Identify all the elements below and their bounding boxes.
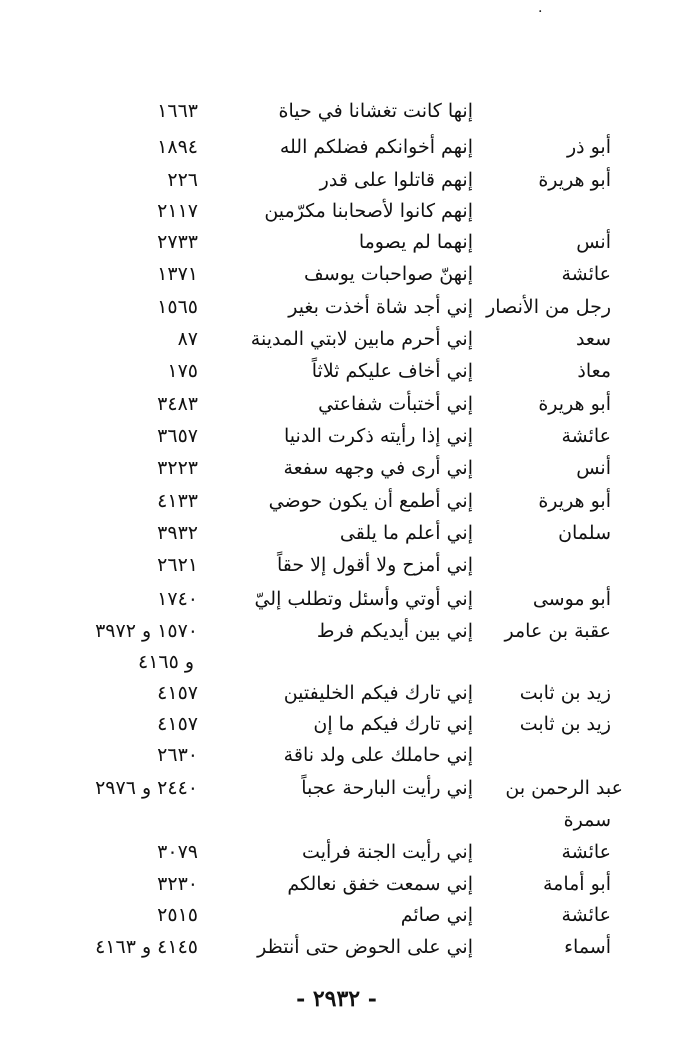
hadith-opening: إنهما لم يصوما [358,231,473,253]
table-row [0,615,673,647]
table-row [0,549,673,581]
table-row [0,931,673,963]
narrator-name: أبو هريرة [538,169,611,191]
hadith-opening: إني سمعت خفق نعالكم [287,873,473,895]
narrator-name: عائشة [561,263,611,285]
hadith-number: ٢١١٧ [157,200,198,222]
hadith-number: ١٧٤٠ [157,588,198,610]
hadith-opening: إنهم قاتلوا على قدر [319,169,473,191]
hadith-number: ٤١٤٥ و ٤١٦٣ [95,936,198,958]
table-row [0,420,673,452]
table-row [0,195,673,227]
narrator-name: عائشة [561,904,611,926]
table-row [0,95,673,127]
table-row [0,452,673,484]
hadith-number: ٢٦٣٠ [157,744,198,766]
table-row [0,836,673,868]
hadith-number: ١٦٦٣ [157,100,198,122]
narrator-name: معاذ [577,360,611,382]
hadith-opening: إني تارك فيكم ما إن [313,713,473,735]
table-row [0,164,673,196]
narrator-name: أنس [576,231,611,253]
hadith-opening: إني بين أيديكم فرط [316,620,473,642]
narrator-name: سلمان [558,522,611,544]
table-row [0,485,673,517]
narrator-name: سعد [575,328,611,350]
table-row [0,517,673,549]
narrator-name: أنس [576,457,611,479]
hadith-number: ٤١٥٧ [157,682,198,704]
hadith-number: ٢٥١٥ [157,904,198,926]
hadith-opening: إني رأيت البارحة عجباً [301,777,473,799]
hadith-number: ٢٦٢١ [157,554,198,576]
hadith-number: ٣٢٣٠ [157,873,198,895]
hadith-opening: إنهنّ صواحبات يوسف [304,263,473,285]
hadith-opening: إني أطمع أن يكون حوضي [268,490,473,512]
narrator-name: عائشة [561,841,611,863]
narrator-name: زيد بن ثابت [519,682,611,704]
table-row [0,258,673,290]
top-mark: . [538,0,543,16]
hadith-number: ٣٦٥٧ [157,425,198,447]
hadith-number: ٢٤٤٠ و ٢٩٧٦ [95,777,198,799]
hadith-number: ١٣٧١ [157,263,198,285]
table-row [0,583,673,615]
hadith-number: ٤١٥٧ [157,713,198,735]
hadith-number: ١٧٥ [167,360,198,382]
hadith-number: ٣٠٧٩ [157,841,198,863]
hadith-number: ٢٧٣٣ [157,231,198,253]
hadith-opening: إني أجد شاة أخذت بغير [288,296,473,318]
hadith-number: ٢٢٦ [167,169,198,191]
hadith-opening: إني تارك فيكم الخليفتين [283,682,473,704]
table-row [0,226,673,258]
hadith-opening: إني أرى في وجهه سفعة [283,457,473,479]
hadith-opening: إني صائم [400,904,473,926]
table-row [0,355,673,387]
page-number: - ٢٩٣٢ - [296,986,377,1012]
narrator-name-continuation: سمرة [563,809,611,831]
table-row [0,388,673,420]
table-row [0,677,673,709]
narrator-name: أبو هريرة [538,490,611,512]
narrator-name: أبو موسى [532,588,611,610]
narrator-name: عقبة بن عامر [504,620,611,642]
narrator-name: أسماء [564,936,611,958]
narrator-name: زيد بن ثابت [519,713,611,735]
hadith-number: ١٥٧٠ و ٣٩٧٢ [95,620,198,642]
hadith-opening: إني حاملك على ولد ناقة [283,744,473,766]
narrator-name: أبو ذر [566,136,611,158]
hadith-number: ٤١٣٣ [157,490,198,512]
hadith-opening: إني أحرم مابين لابتي المدينة [250,328,473,350]
hadith-number-continuation: و ٤١٦٥ [138,651,195,673]
table-row [0,772,673,804]
hadith-number: ٣٩٣٢ [157,522,198,544]
hadith-number: ٣٤٨٣ [157,393,198,415]
hadith-number: ٨٧ [177,328,198,350]
narrator-name: عائشة [561,425,611,447]
hadith-opening: إني أخاف عليكم ثلاثاً [311,360,473,382]
hadith-opening: إنهم أخوانكم فضلكم الله [279,136,473,158]
table-row [0,131,673,163]
hadith-opening: إني أوتي وأسئل وتطلب إليّ [254,588,473,610]
hadith-opening: إنها كانت تغشانا في حياة [278,100,473,122]
narrator-name: أبو أمامة [542,873,611,895]
hadith-opening: إني رأيت الجنة فرأيت [302,841,473,863]
hadith-opening: إني إذا رأيته ذكرت الدنيا [284,425,473,447]
hadith-opening: إني أعلم ما يلقى [339,522,473,544]
hadith-number: ٣٢٢٣ [157,457,198,479]
table-row [0,739,673,771]
narrator-name: أبو هريرة [538,393,611,415]
table-row [0,899,673,931]
hadith-opening: إنهم كانوا لأصحابنا مكرّمين [264,200,473,222]
table-row [0,291,673,323]
hadith-number: ١٥٦٥ [157,296,198,318]
hadith-opening: إني أمزح ولا أقول إلا حقاً [276,554,473,576]
hadith-number: ١٨٩٤ [157,136,198,158]
table-row [0,323,673,355]
hadith-opening: إني على الحوض حتى أنتظر [257,936,473,958]
table-row [0,708,673,740]
hadith-opening: إني أختبأت شفاعتي [318,393,473,415]
narrator-name: عبد الرحمن بن [505,777,623,799]
narrator-name: رجل من الأنصار [486,296,611,318]
table-row [0,868,673,900]
